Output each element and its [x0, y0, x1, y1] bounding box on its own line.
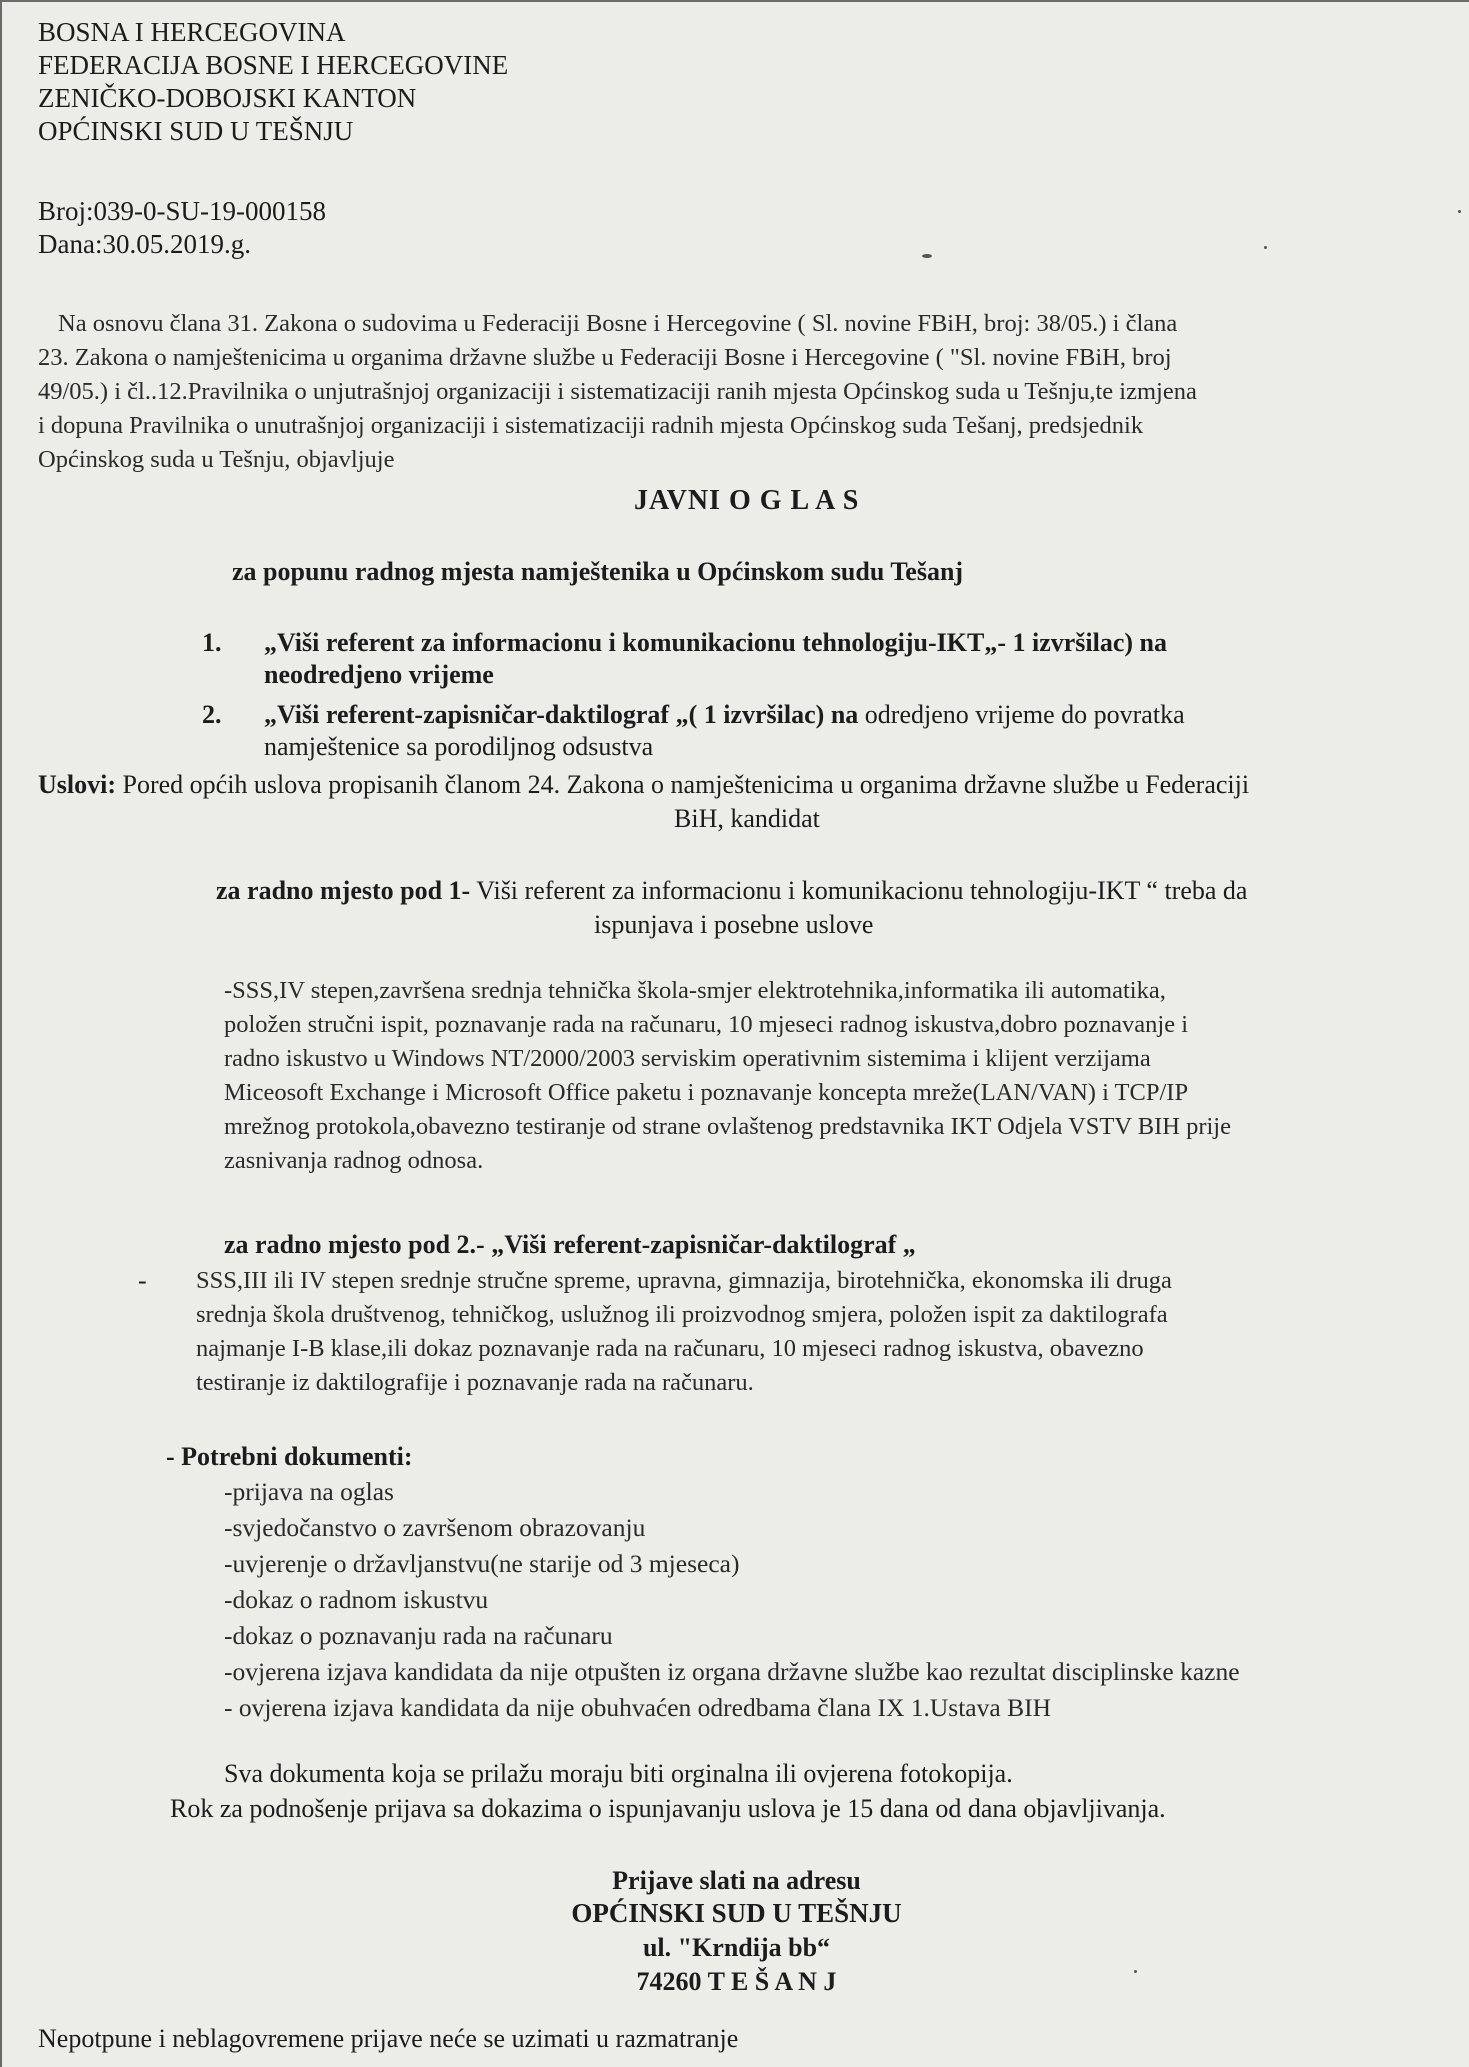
pos2-dash: -	[138, 1266, 147, 1295]
scan-speck	[922, 254, 932, 258]
note-originals: Sva dokumenta koja se prilažu moraju biti orginalna ili ovjerena fotokopija.	[224, 1759, 1013, 1788]
document-item: -ovjerena izjava kandidata da nije otpušten iz organa državne službe kao rezultat disciplinske kazne	[224, 1657, 1240, 1686]
document-title: JAVNI O G L A S	[634, 485, 860, 516]
pos1-heading-text: Viši referent za informacionu i komunikacionu tehnologiju-IKT “ treba da	[470, 876, 1248, 905]
position-2-title: „Viši referent-zapisničar-daktilograf „( 1 izvršilac) na	[264, 700, 859, 729]
header-line-2: FEDERACIJA BOSNE I HERCEGOVINE	[38, 50, 509, 80]
scan-speck	[1264, 246, 1267, 249]
pos2-requirements	[196, 1264, 1172, 1400]
intro-line: i dopuna Pravilnika o unutrašnjoj organizaciji i sistematizaciji radnih mjesta Općinskog suda Tešanj, predsjednik	[38, 412, 1144, 439]
pos2-heading: za radno mjesto pod 2.- „Viši referent-zapisničar-daktilograf „	[224, 1230, 916, 1259]
address-line-2: OPĆINSKI SUD U TEŠNJU	[571, 1898, 902, 1928]
pos1-heading-line-2: ispunjava i posebne uslove	[594, 910, 874, 939]
pos1-req-line: radno iskustvo u Windows NT/2000/2003 serviskim operativnim sistemima i klijent verzijama	[224, 1045, 1151, 1072]
pos1-heading	[216, 874, 1247, 907]
position-2-duration: odredjeno vrijeme do povratka	[858, 700, 1185, 729]
header-line-4: OPĆINSKI SUD U TEŠNJU	[38, 116, 354, 146]
document-item: - ovjerena izjava kandidata da nije obuhvaćen odredbama člana IX 1.Ustava BIH	[224, 1693, 1051, 1722]
intro-paragraph	[38, 307, 1197, 477]
position-1-line-1: „Viši referent za informacionu i komunikacionu tehnologiju-IKT„- 1 izvršilac) na	[264, 628, 1168, 657]
conditions-line-1	[38, 768, 1249, 801]
address-line-4: 74260 T E Š A N J	[636, 1967, 837, 1996]
document-item: -prijava na oglas	[224, 1477, 394, 1506]
case-number: Broj:039-0-SU-19-000158	[38, 196, 326, 226]
pos1-req-line: mrežnog protokola,obavezno testiranje od strane ovlaštenog predstavnika IKT Odjela VSTV BIH prije	[224, 1113, 1231, 1140]
date: Dana:30.05.2019.g.	[38, 229, 251, 259]
pos1-heading-label: za radno mjesto pod 1-	[216, 876, 471, 905]
position-2-number-text: 2.	[202, 700, 222, 729]
address-line-3: ul. "Krndija bb“	[642, 1933, 831, 1962]
position-2-line-1	[264, 698, 1185, 731]
intro-line: 49/05.) i čl..12.Pravilnika o unjutrašnjoj organizaciji i sistematizaciji ranih mjesta Općinskog suda u Tešnju,te izmjena	[38, 378, 1197, 405]
pos1-req-line: položen stručni ispit, poznavanje rada na računaru, 10 mjeseci radnog iskustva,dobro poznavanje i	[224, 1011, 1189, 1038]
documents-heading: - Potrebni dokumenti:	[166, 1442, 413, 1471]
footer-note: Nepotpune i neblagovremene prijave neće se uzimati u razmatranje	[38, 2024, 739, 2053]
scan-speck	[1458, 210, 1461, 213]
pos2-req-line: SSS,III ili IV stepen srednje stručne spreme, upravna, gimnazija, birotehnička, ekonomska ili druga	[196, 1267, 1172, 1294]
pos2-req-line: testiranje iz daktilografije i poznavanje rada na računaru.	[196, 1369, 754, 1396]
document-item: -uvjerenje o državljanstvu(ne starije od 3 mjeseca)	[224, 1549, 740, 1578]
document-item: -svjedočanstvo o završenom obrazovanju	[224, 1513, 646, 1542]
pos1-req-line: -SSS,IV stepen,završena srednja tehnička škola-smjer elektrotehnika,informatika ili automatika,	[224, 977, 1166, 1004]
document-item: -dokaz o poznavanju rada na računaru	[224, 1621, 613, 1650]
document-item: -dokaz o radnom iskustvu	[224, 1585, 489, 1614]
position-1-line-2: neodredjeno vrijeme	[264, 660, 494, 689]
documents-list	[224, 1474, 1240, 1726]
pos2-req-line: najmanje I-B klase,ili dokaz poznavanje rada na računaru, 10 mjeseci radnog iskustva, obavezno	[196, 1335, 1144, 1362]
intro-line: 23. Zakona o namještenicima u organima državne službe u Federaciji Bosne i Hercegovine ( "Sl. novine FBiH, broj	[38, 344, 1172, 371]
pos1-requirements	[224, 974, 1231, 1178]
conditions-line-2: BiH, kandidat	[674, 804, 820, 833]
pos2-req-line: srednja škola društvenog, tehničkog, uslužnog ili proizvodnog smjera, položen ispit za daktilografa	[196, 1301, 1168, 1328]
scan-speck	[1134, 1970, 1137, 1973]
header-line-1: BOSNA I HERCEGOVINA	[38, 17, 346, 47]
intro-line: Općinskog suda u Tešnju, objavljuje	[38, 446, 395, 473]
header-line-3: ZENIČKO-DOBOJSKI KANTON	[38, 83, 417, 113]
position-2-line-2: namještenice sa porodiljnog odsustva	[264, 732, 654, 761]
intro-line: Na osnovu člana 31. Zakona o sudovima u Federaciji Bosne i Hercegovine ( Sl. novine FBiH, broj: 38/05.) i člana	[58, 310, 1178, 337]
address-line-1: Prijave slati na adresu	[612, 1866, 861, 1895]
note-deadline: Rok za podnošenje prijava sa dokazima o ispunjavanju uslova je 15 dana od dana objavljivanja.	[170, 1794, 1166, 1823]
pos1-req-line: zasnivanja radnog odnosa.	[224, 1147, 484, 1174]
conditions-label: Uslovi:	[38, 770, 116, 799]
position-1-number: 1.	[202, 628, 222, 657]
conditions-text: Pored općih uslova propisanih članom 24. Zakona o namještenicima u organima državne službe u Federaciji	[116, 770, 1250, 799]
pos1-req-line: Miceosoft Exchange i Microsoft Office paketu i poznavanje koncepta mreže(LAN/VAN) i TCP/IP	[224, 1079, 1189, 1106]
document-subtitle: za popunu radnog mjesta namještenika u Općinskom sudu Tešanj	[232, 557, 964, 586]
position-2-number	[202, 698, 222, 731]
